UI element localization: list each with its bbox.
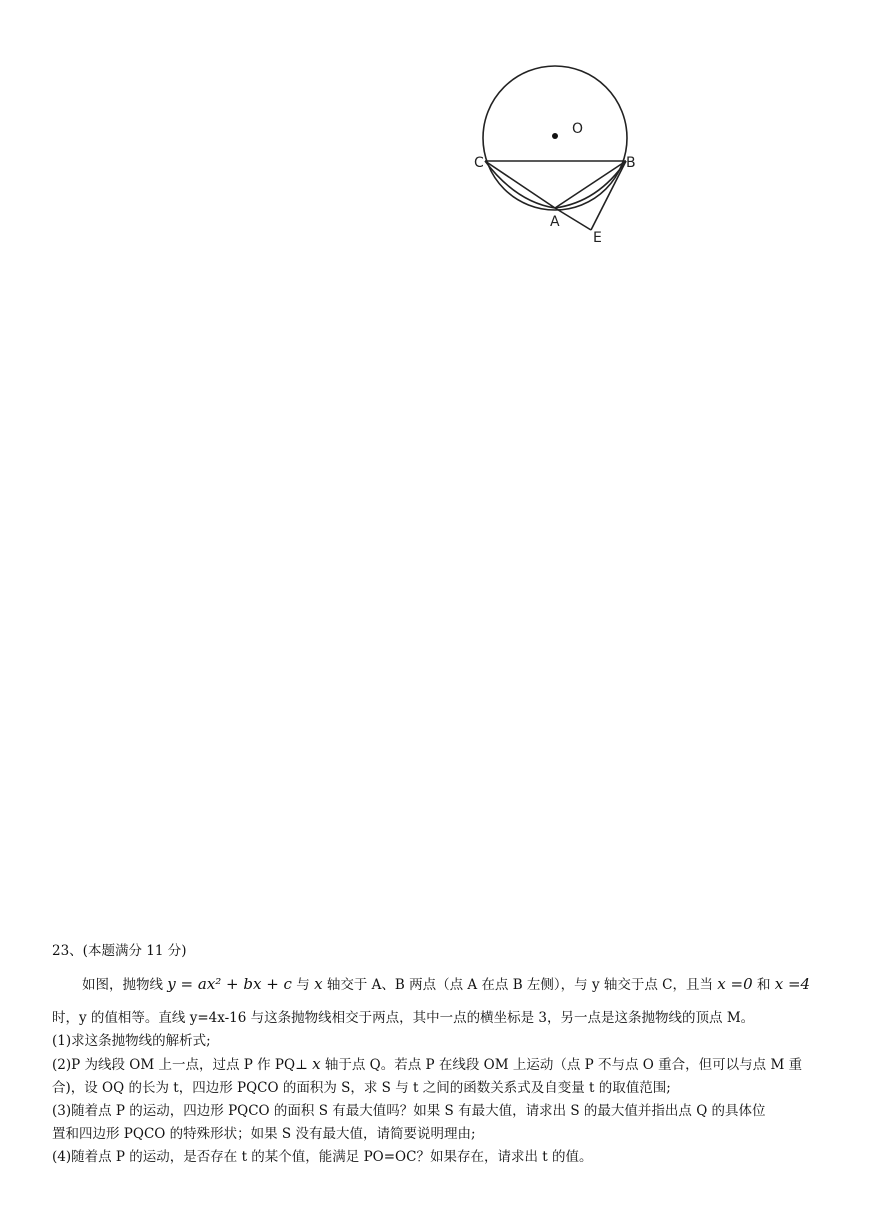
segment-ae [555,208,591,230]
question-1: (1)求这条抛物线的解析式; [52,1033,211,1049]
circle-geometry-figure [468,60,648,250]
segment-be [591,161,626,230]
intro-text-b: 与 [296,977,310,993]
condition-x4: x =4 [774,975,811,993]
question-2-cont: 合)，设 OQ 的长为 t，四边形 PQCO 的面积为 S，求 S 与 t 之间的函数关系式及自变量 t 的取值范围; [52,1080,671,1096]
x-variable: x [314,975,323,993]
problem-intro [52,973,822,997]
label-o: O [572,121,584,137]
q2-text-b: 轴于点 Q。若点 P 在线段 OM 上运动（点 P 不与点 O 重合，但可以与点 M 重 [324,1057,803,1073]
q2-text-a: (2)P 为线段 OM 上一点，过点 P 作 PQ⊥ [52,1057,308,1073]
intro-text-c: 轴交于 A、B 两点（点 A 在点 B 左侧），与 y 轴交于点 C，且当 [326,977,713,993]
label-a: A [550,214,560,230]
question-2 [52,1053,822,1077]
parabola-equation: y = ax² + bx + c [167,975,292,993]
question-4: (4)随着点 P 的运动，是否存在 t 的某个值，能满足 PO=OC？如果存在，请求出 t 的值。 [52,1149,593,1165]
problem-header: 23、(本题满分 11 分) [52,943,187,959]
question-3: (3)随着点 P 的运动，四边形 PQCO 的面积 S 有最大值吗？如果 S 有最大值，请求出 S 的最大值并指出点 Q 的具体位 [52,1103,766,1119]
label-e: E [593,230,602,246]
q2-x-variable: x [312,1055,321,1073]
intro-text-d: 和 [756,977,771,993]
question-3-cont: 置和四边形 PQCO 的特殊形状；如果 S 没有最大值，请简要说明理由; [52,1126,476,1142]
label-c: C [474,155,484,171]
intro-text-a: 如图，抛物线 [82,977,163,993]
label-b: B [626,155,636,171]
problem-line-2: 时，y 的值相等。直线 y=4x-16 与这条抛物线相交于两点，其中一点的横坐标是 3，另一点是这条抛物线的顶点 M。 [52,1010,755,1026]
problem-23 [52,940,822,1169]
condition-x0: x =0 [717,975,753,993]
center-point-o [552,133,558,139]
